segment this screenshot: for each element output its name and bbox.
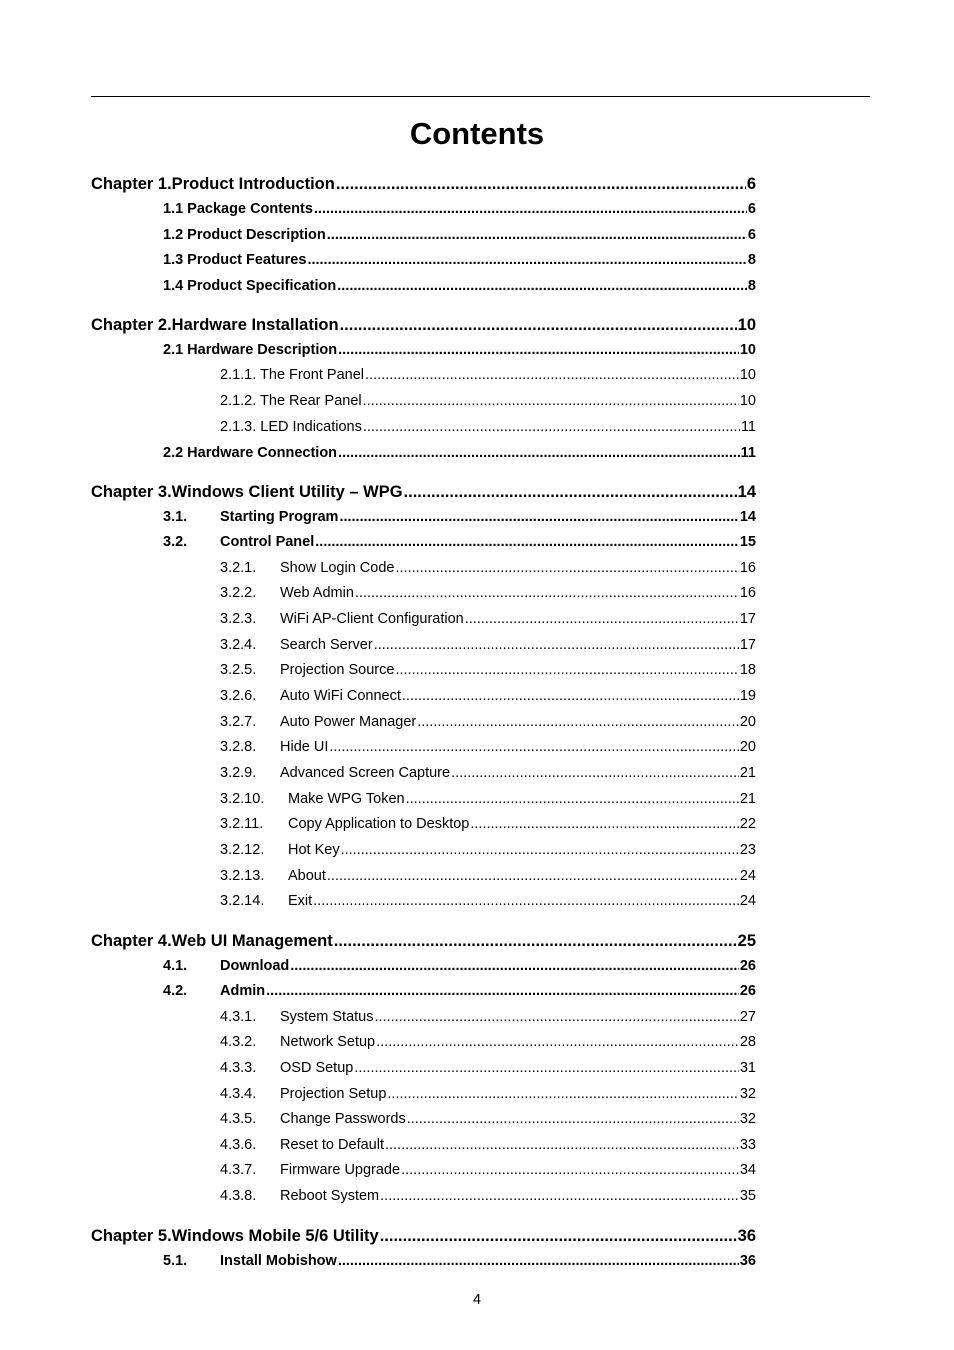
dot-leader (339, 509, 738, 525)
toc-entry-label: 1.2 Product Description (163, 227, 326, 243)
dot-leader (404, 483, 737, 502)
toc-entry-page: 36 (739, 1253, 756, 1269)
toc-entry-label: 1.4 Product Specification (163, 278, 337, 294)
toc-entry-label: Starting Program (220, 509, 339, 525)
dot-leader (327, 227, 747, 243)
toc-entry-label: 2.1.2. The Rear Panel (220, 393, 362, 409)
toc-entry[interactable] (220, 765, 756, 787)
toc-entry-label: 2.1 Hardware Description (163, 342, 338, 358)
toc-chapter-entry[interactable] (91, 316, 756, 338)
toc-entry[interactable] (163, 509, 756, 531)
dot-leader (451, 765, 739, 781)
toc-entry[interactable] (220, 560, 756, 582)
toc-entry-page: 8 (747, 278, 756, 294)
toc-entry[interactable] (163, 201, 756, 223)
toc-entry-label: 2.1.1. The Front Panel (220, 367, 365, 383)
toc-entry-label: OSD Setup (280, 1060, 354, 1076)
toc-entry-label: 1.3 Product Features (163, 252, 307, 268)
toc-entry[interactable] (220, 1111, 756, 1133)
toc-entry[interactable] (220, 842, 756, 864)
dot-leader (315, 534, 739, 550)
toc-entry-label: Chapter 1.Product Introduction (91, 175, 335, 193)
toc-entry-number: 3.2.12. (220, 842, 265, 858)
toc-entry[interactable] (220, 1086, 756, 1108)
toc-entry-page: 23 (739, 842, 756, 858)
toc-entry[interactable] (220, 791, 756, 813)
dot-leader (334, 932, 737, 951)
toc-entry-page: 35 (739, 1188, 756, 1204)
toc-entry-label: System Status (280, 1009, 374, 1025)
toc-entry-page: 10 (739, 342, 756, 358)
toc-entry-page: 11 (740, 419, 756, 435)
toc-entry-number: 3.2.2. (220, 585, 257, 601)
toc-entry-label: Chapter 2.Hardware Installation (91, 316, 339, 334)
toc-chapter-entry[interactable] (91, 175, 756, 197)
toc-entry-label: 1.1 Package Contents (163, 201, 313, 217)
toc-entry-number: 4.3.5. (220, 1111, 257, 1127)
toc-entry-label: Web Admin (280, 585, 354, 601)
toc-entry-label: Auto Power Manager (280, 714, 417, 730)
toc-entry-page: 32 (739, 1111, 756, 1127)
toc-entry-number: 4.3.6. (220, 1137, 257, 1153)
toc-entry[interactable] (163, 534, 756, 556)
toc-entry-label: 2.2 Hardware Connection (163, 445, 338, 461)
toc-entry-page: 26 (739, 983, 756, 999)
toc-entry-page: 26 (739, 958, 756, 974)
toc-entry-page: 32 (739, 1086, 756, 1102)
toc-entry-number: 3.2.9. (220, 765, 257, 781)
toc-entry-number: 3.2.1. (220, 560, 257, 576)
toc-entry-page: 17 (739, 611, 756, 627)
dot-leader (385, 1137, 739, 1153)
toc-entry-page: 6 (747, 201, 756, 217)
toc-entry-label: WiFi AP-Client Configuration (280, 611, 464, 627)
toc-entry-label: 2.1.3. LED Indications (220, 419, 362, 435)
toc-entry[interactable] (220, 585, 756, 607)
dot-leader (376, 1034, 739, 1050)
toc-entry-label: Show Login Code (280, 560, 395, 576)
toc-entry-label: Reboot System (280, 1188, 380, 1204)
dot-leader (387, 1086, 738, 1102)
dot-leader (329, 739, 739, 755)
toc-chapter-entry[interactable] (91, 1227, 756, 1249)
toc-entry[interactable] (220, 1009, 756, 1031)
toc-entry-label: Advanced Screen Capture (280, 765, 451, 781)
dot-leader (290, 958, 739, 974)
toc-entry[interactable] (163, 342, 756, 364)
toc-entry-page: 16 (739, 560, 756, 576)
toc-entry[interactable] (163, 1253, 756, 1275)
dot-leader (354, 1060, 739, 1076)
toc-entry-label: Search Server (280, 637, 373, 653)
toc-chapter-entry[interactable] (91, 932, 756, 954)
dot-leader (340, 316, 737, 335)
toc-entry-number: 4.3.4. (220, 1086, 257, 1102)
dot-leader (401, 1162, 739, 1178)
dot-leader (341, 842, 739, 858)
toc-entry-label: Firmware Upgrade (280, 1162, 401, 1178)
toc-entry-label: Chapter 5.Windows Mobile 5/6 Utility (91, 1227, 379, 1245)
dot-leader (402, 688, 739, 704)
toc-entry[interactable] (220, 714, 756, 736)
toc-entry-number: 5.1. (163, 1253, 188, 1269)
toc-entry-label: Change Passwords (280, 1111, 406, 1127)
toc-entry-page: 14 (739, 509, 756, 525)
dot-leader (355, 585, 739, 601)
toc-entry-page: 36 (737, 1227, 756, 1245)
toc-entry-number: 3.2.8. (220, 739, 257, 755)
toc-entry-number: 4.3.2. (220, 1034, 257, 1050)
toc-entry-number: 4.3.8. (220, 1188, 257, 1204)
dot-leader (338, 342, 739, 358)
toc-entry-page: 18 (739, 662, 756, 678)
toc-entry-label: Hide UI (280, 739, 329, 755)
toc-entry-label: About (288, 868, 326, 884)
dot-leader (336, 175, 746, 194)
toc-entry[interactable] (220, 739, 756, 761)
toc-entry-number: 4.2. (163, 983, 188, 999)
toc-entry-label: Copy Application to Desktop (288, 816, 470, 832)
toc-entry-label: Auto WiFi Connect (280, 688, 401, 704)
toc-entry-number: 4.3.7. (220, 1162, 257, 1178)
header-rule (91, 96, 870, 97)
dot-leader (314, 201, 747, 217)
page-number: 4 (472, 1292, 482, 1308)
toc-entry-page: 25 (737, 932, 756, 950)
toc-entry-page: 33 (739, 1137, 756, 1153)
toc-entry-label: Network Setup (280, 1034, 376, 1050)
toc-entry-label: Download (220, 958, 290, 974)
toc-entry[interactable] (220, 611, 756, 633)
toc-entry[interactable] (163, 252, 756, 274)
toc-entry-label: Admin (220, 983, 266, 999)
dot-leader (374, 1009, 738, 1025)
toc-entry-number: 4.3.1. (220, 1009, 257, 1025)
toc-entry-label: Projection Source (280, 662, 395, 678)
toc-entry[interactable] (220, 868, 756, 890)
toc-entry-page: 20 (739, 714, 756, 730)
toc-entry-label: Chapter 4.Web UI Management (91, 932, 333, 950)
toc-entry[interactable] (163, 958, 756, 980)
dot-leader (380, 1188, 739, 1204)
toc-chapter-entry[interactable] (91, 483, 756, 505)
dot-leader (374, 637, 739, 653)
toc-entry-page: 24 (739, 868, 756, 884)
toc-entry-page: 20 (739, 739, 756, 755)
dot-leader (363, 393, 739, 409)
toc-entry[interactable] (220, 1060, 756, 1082)
toc-entry-page: 14 (737, 483, 756, 501)
dot-leader (307, 252, 746, 268)
dot-leader (266, 983, 739, 999)
toc-entry[interactable] (220, 1188, 756, 1210)
toc-entry-number: 3.2.3. (220, 611, 257, 627)
toc-entry-label: Projection Setup (280, 1086, 387, 1102)
toc-entry[interactable] (220, 688, 756, 710)
toc-entry-page: 28 (739, 1034, 756, 1050)
toc-entry[interactable] (220, 1137, 756, 1159)
dot-leader (363, 419, 740, 435)
toc-entry-label: Reset to Default (280, 1137, 384, 1153)
dot-leader (406, 791, 739, 807)
toc-entry-label: Control Panel (220, 534, 315, 550)
toc-entry-number: 3.2. (163, 534, 188, 550)
dot-leader (337, 278, 747, 294)
dot-leader (395, 560, 738, 576)
dot-leader (327, 868, 739, 884)
toc-entry-page: 27 (739, 1009, 756, 1025)
toc-entry-label: Make WPG Token (288, 791, 405, 807)
toc-entry-label: Chapter 3.Windows Client Utility – WPG (91, 483, 403, 501)
toc-entry-number: 3.2.4. (220, 637, 257, 653)
dot-leader (395, 662, 738, 678)
toc-entry-label: Install Mobishow (220, 1253, 337, 1269)
dot-leader (470, 816, 739, 832)
toc-entry-page: 10 (739, 393, 756, 409)
toc-entry-page: 34 (739, 1162, 756, 1178)
toc-entry[interactable] (220, 367, 756, 389)
toc-entry-number: 4.1. (163, 958, 188, 974)
page-title: Contents (409, 116, 545, 151)
toc-entry[interactable] (220, 662, 756, 684)
toc-entry-page: 16 (739, 585, 756, 601)
toc-entry-number: 4.3.3. (220, 1060, 257, 1076)
toc-entry-label: Hot Key (288, 842, 340, 858)
dot-leader (380, 1227, 737, 1246)
dot-leader (365, 367, 739, 383)
toc-entry-label: Exit (288, 893, 313, 909)
toc-entry-page: 21 (739, 765, 756, 781)
toc-entry-number: 3.2.7. (220, 714, 257, 730)
dot-leader (417, 714, 739, 730)
toc-entry-page: 21 (739, 791, 756, 807)
toc-entry-page: 31 (739, 1060, 756, 1076)
toc-entry-number: 3.2.13. (220, 868, 265, 884)
toc-entry-page: 24 (739, 893, 756, 909)
toc-entry-page: 19 (739, 688, 756, 704)
toc-entry[interactable] (220, 393, 756, 415)
toc-entry[interactable] (220, 1162, 756, 1184)
toc-entry[interactable] (163, 227, 756, 249)
toc-entry-number: 3.2.5. (220, 662, 257, 678)
toc-entry[interactable] (163, 983, 756, 1005)
dot-leader (338, 445, 740, 461)
toc-entry[interactable] (163, 445, 756, 467)
dot-leader (313, 893, 739, 909)
toc-entry-page: 10 (737, 316, 756, 334)
toc-entry-number: 3.2.11. (220, 816, 264, 832)
toc-entry-number: 3.1. (163, 509, 188, 525)
toc-entry-page: 22 (739, 816, 756, 832)
toc-entry-page: 8 (747, 252, 756, 268)
toc-entry-number: 3.2.10. (220, 791, 265, 807)
dot-leader (465, 611, 739, 627)
toc-entry-page: 15 (739, 534, 756, 550)
toc-entry[interactable] (220, 893, 756, 915)
toc-entry-page: 11 (740, 445, 756, 461)
toc-entry[interactable] (220, 1034, 756, 1056)
toc-entry[interactable] (220, 419, 756, 441)
toc-entry[interactable] (220, 637, 756, 659)
toc-entry-number: 3.2.14. (220, 893, 265, 909)
dot-leader (407, 1111, 739, 1127)
toc-entry[interactable] (220, 816, 756, 838)
toc-entry-page: 10 (739, 367, 756, 383)
toc-entry-page: 6 (746, 175, 756, 193)
dot-leader (338, 1253, 739, 1269)
toc-entry-number: 3.2.6. (220, 688, 257, 704)
toc-entry-page: 6 (747, 227, 756, 243)
toc-entry[interactable] (163, 278, 756, 300)
toc-entry-page: 17 (739, 637, 756, 653)
